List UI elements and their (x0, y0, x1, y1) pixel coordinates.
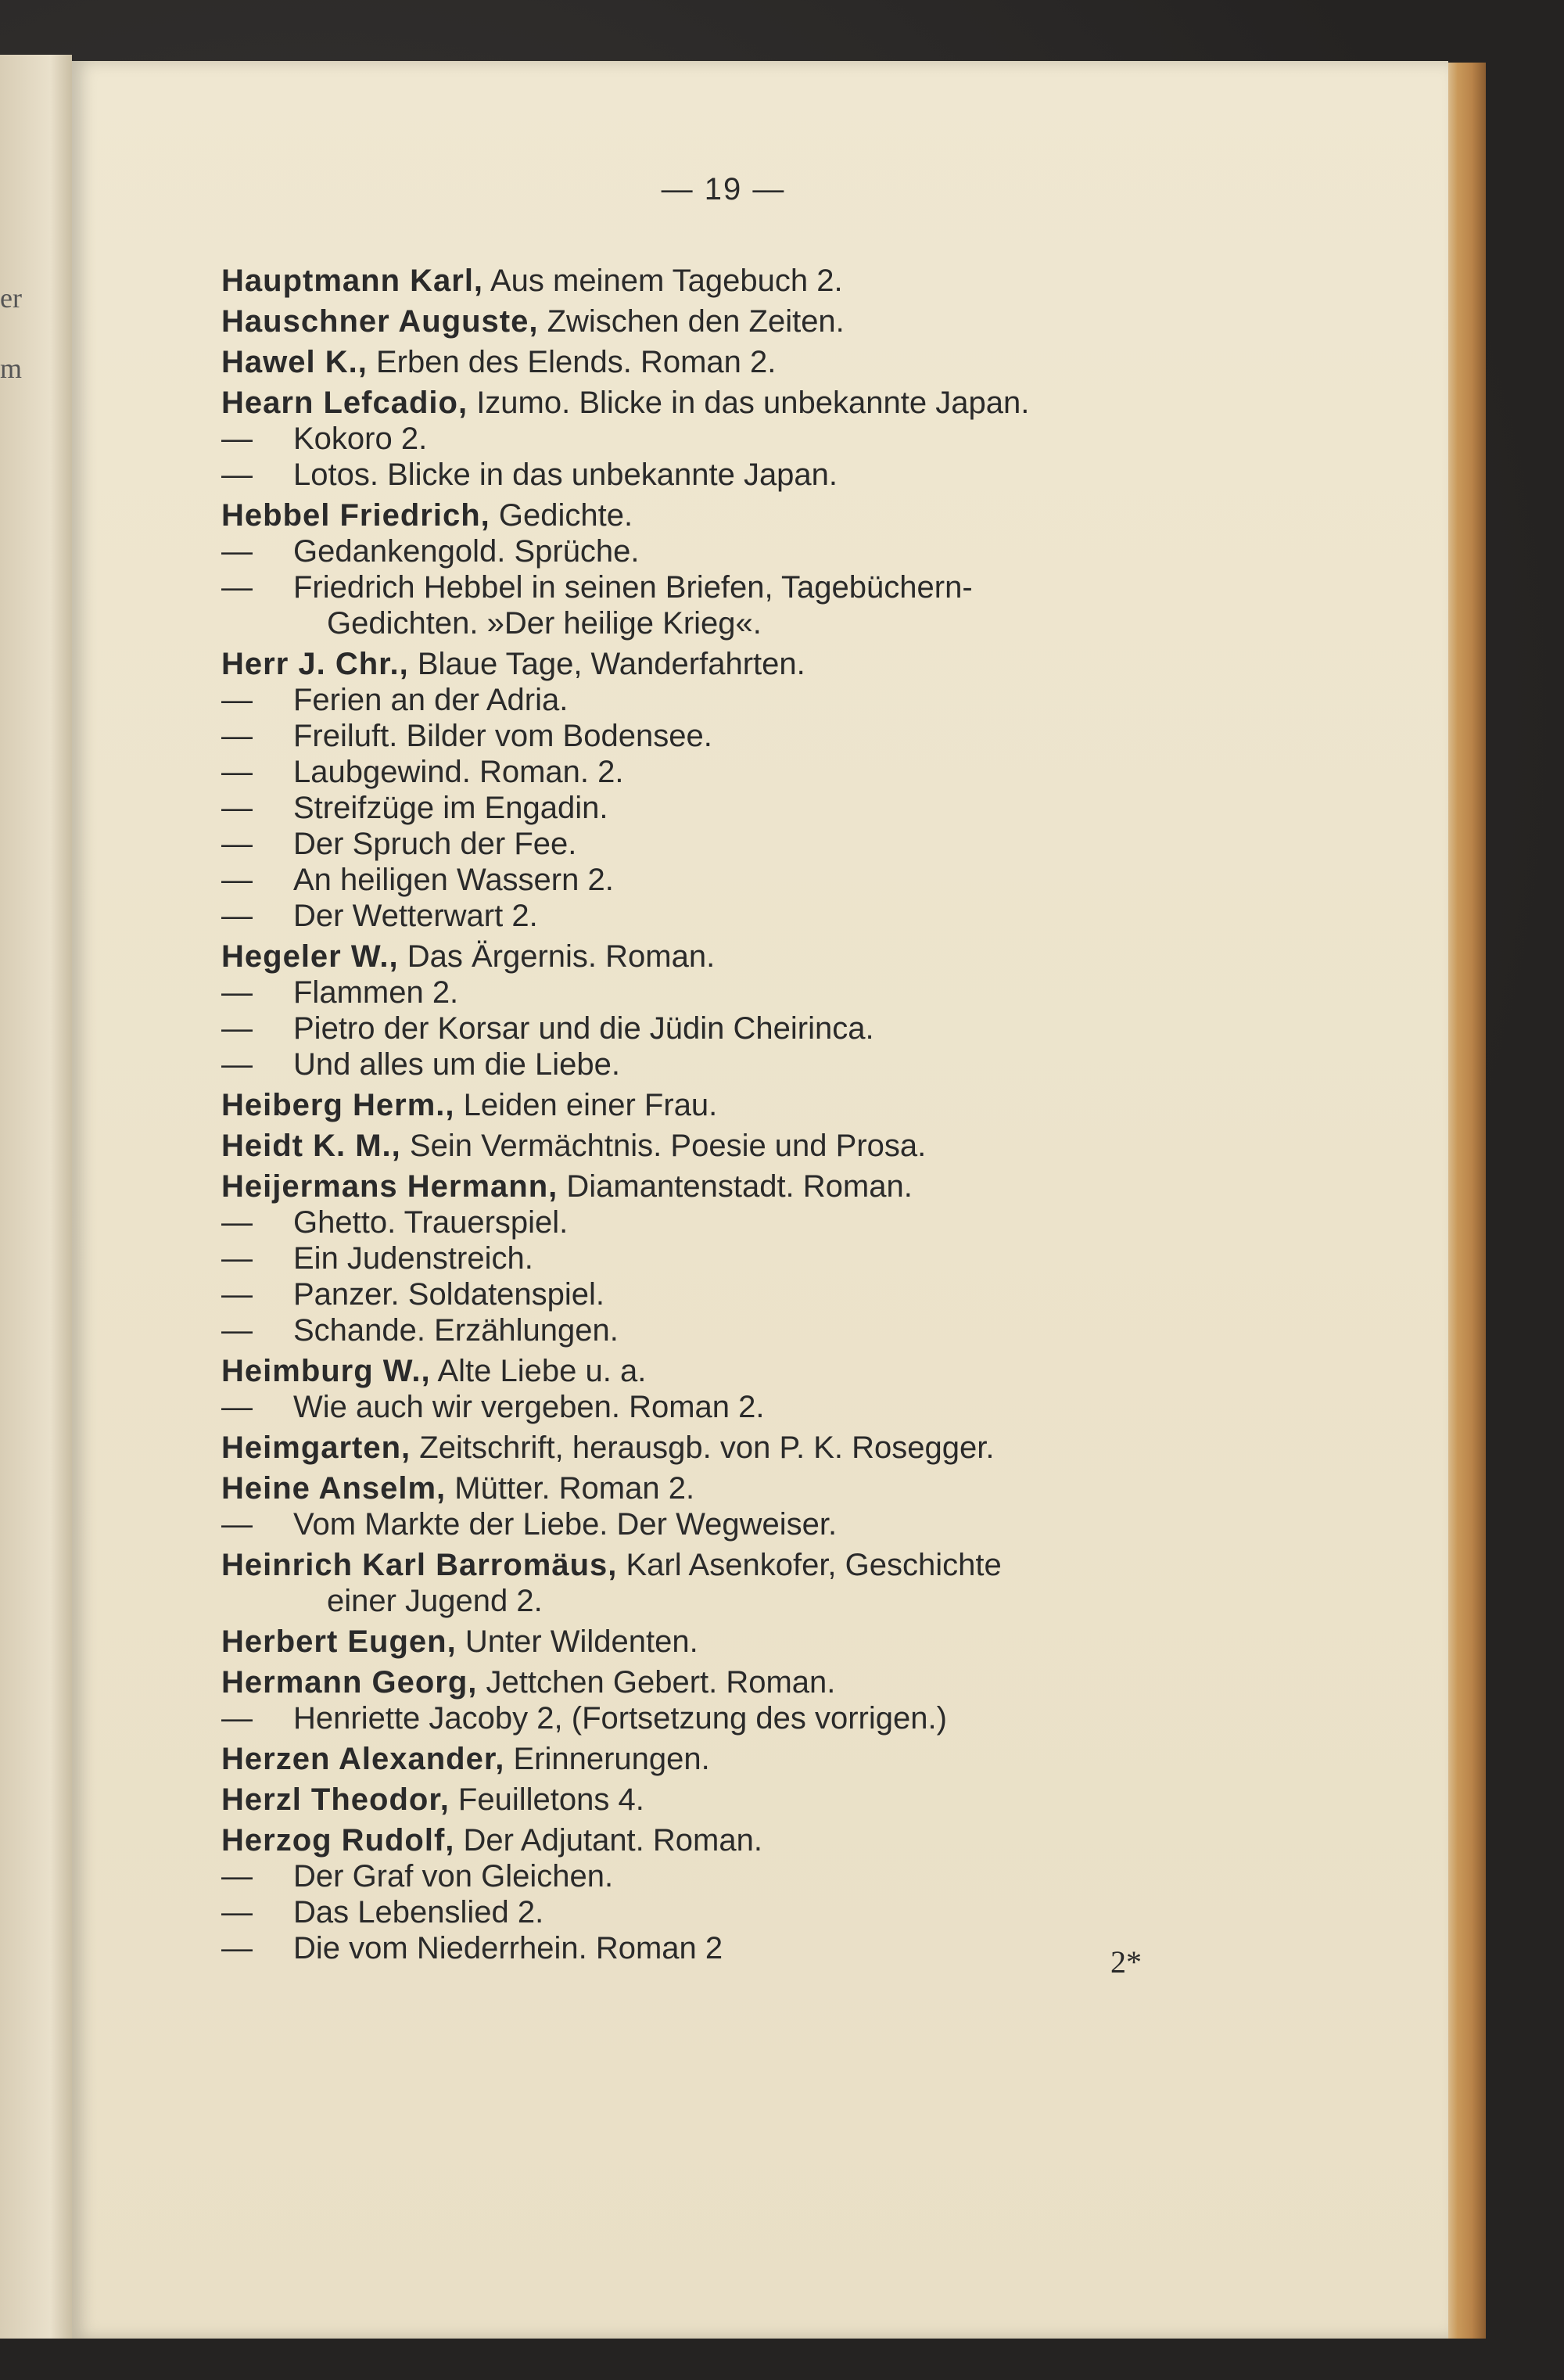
catalog-sub-entry (221, 754, 1300, 790)
work-title: Der Adjutant. Roman. (454, 1823, 762, 1858)
catalog-sub-entry (221, 826, 1300, 862)
work-title: Henriette Jacoby 2, (Fortsetzung des vorrigen.) (293, 1701, 947, 1736)
catalog-sub-entry (221, 1312, 1300, 1348)
author-name: Hearn Lefcadio, (221, 386, 468, 420)
catalog-entry (221, 1168, 1300, 1204)
catalog-entry (221, 1664, 1300, 1700)
work-title: Die vom Niederrhein. Roman 2 (293, 1931, 723, 1965)
work-title: Ghetto. Trauerspiel. (293, 1205, 569, 1240)
work-title: Und alles um die Liebe. (293, 1047, 621, 1082)
catalog-sub-entry (221, 457, 1300, 493)
author-name: Herzen Alexander, (221, 1742, 505, 1776)
catalog-sub-entry (221, 1204, 1300, 1240)
ditto-dash: — (221, 755, 253, 789)
catalog-sub-entry (221, 975, 1300, 1011)
ditto-dash: — (221, 1205, 253, 1240)
author-name: Hegeler W., (221, 939, 399, 974)
catalog-sub-entry (221, 1011, 1300, 1046)
work-title: Erben des Elends. Roman 2. (367, 345, 777, 379)
catalog-entry (221, 303, 1300, 339)
ditto-dash: — (221, 570, 253, 605)
work-title: Izumo. Blicke in das unbekannte Japan. (468, 386, 1030, 420)
catalog-sub-entry (221, 718, 1300, 754)
catalog-entry (221, 1470, 1300, 1506)
author-name: Heiberg Herm., (221, 1088, 455, 1122)
catalog-sub-entry (221, 790, 1300, 826)
author-name: Heine Anselm, (221, 1471, 447, 1506)
ditto-dash: — (221, 1011, 253, 1046)
catalog-sub-entry (221, 1240, 1300, 1276)
author-name: Heijermans Hermann, (221, 1169, 558, 1204)
author-name: Hawel K., (221, 345, 368, 379)
work-title: Gedichte. (490, 498, 633, 533)
catalog-sub-entry (221, 1894, 1300, 1930)
catalog-sub-entry (221, 533, 1300, 569)
ditto-dash: — (221, 458, 253, 492)
work-title: Mütter. Roman 2. (446, 1471, 695, 1506)
ditto-dash: — (221, 422, 253, 456)
facing-page-fragment: m (0, 353, 23, 384)
work-title: Der Spruch der Fee. (293, 827, 577, 861)
author-name: Heimburg W., (221, 1354, 431, 1388)
author-name: Herzl Theodor, (221, 1782, 450, 1817)
ditto-dash: — (221, 1895, 253, 1929)
catalog-entry (221, 1741, 1300, 1777)
work-title: Jettchen Gebert. Roman. (477, 1665, 836, 1700)
work-title: Flammen 2. (293, 975, 459, 1010)
work-title: Feuilletons 4. (449, 1782, 644, 1817)
catalog-entry (221, 1547, 1300, 1583)
work-title: Das Lebenslied 2. (293, 1895, 544, 1929)
work-title: Der Graf von Gleichen. (293, 1859, 614, 1894)
catalog-entry (221, 1430, 1300, 1466)
catalog-entry (221, 1128, 1300, 1164)
ditto-dash: — (221, 534, 253, 569)
catalog-sub-entry (221, 1858, 1300, 1894)
work-title: Unter Wildenten. (456, 1624, 698, 1659)
catalog-entry-list (221, 263, 1300, 1966)
work-title: Erinnerungen. (504, 1742, 710, 1776)
continuation-line: Gedichten. »Der heilige Krieg«. (327, 606, 762, 641)
ditto-dash: — (221, 1313, 253, 1348)
catalog-entry (221, 263, 1300, 299)
work-title: Friedrich Hebbel in seinen Briefen, Tagebüchern- (293, 570, 973, 605)
work-title: Zwischen den Zeiten. (538, 304, 845, 339)
work-title: Vom Markte der Liebe. Der Wegweiser. (293, 1507, 838, 1542)
catalog-sub-entry (221, 682, 1300, 718)
continuation-line: einer Jugend 2. (327, 1584, 543, 1618)
catalog-sub-entry (221, 421, 1300, 457)
ditto-dash: — (221, 827, 253, 861)
ditto-dash: — (221, 791, 253, 825)
catalog-entry (221, 344, 1300, 380)
work-title: Gedankengold. Sprüche. (293, 534, 640, 569)
catalog-entry (221, 1624, 1300, 1660)
catalog-entry (221, 1822, 1300, 1858)
catalog-sub-entry (221, 898, 1300, 934)
work-title: Sein Vermächtnis. Poesie und Prosa. (400, 1129, 927, 1163)
work-title: Ein Judenstreich. (293, 1241, 533, 1276)
author-name: Hauschner Auguste, (221, 304, 539, 339)
work-title: Schande. Erzählungen. (293, 1313, 619, 1348)
author-name: Heidt K. M., (221, 1129, 401, 1163)
facing-page-fragment: er (0, 282, 22, 314)
work-title: Pietro der Korsar und die Jüdin Cheirinca. (293, 1011, 874, 1046)
page-number: — 19 — (661, 172, 786, 206)
work-title: Der Wetterwart 2. (293, 899, 538, 933)
ditto-dash: — (221, 1241, 253, 1276)
ditto-dash: — (221, 1390, 253, 1424)
catalog-entry (221, 939, 1300, 975)
work-title: Freiluft. Bilder vom Bodensee. (293, 719, 712, 753)
work-title: Lotos. Blicke in das unbekannte Japan. (293, 458, 838, 492)
ditto-dash: — (221, 719, 253, 753)
catalog-sub-entry (221, 569, 1300, 605)
work-title: Laubgewind. Roman. 2. (293, 755, 624, 789)
author-name: Hebbel Friedrich, (221, 498, 490, 533)
work-title: Das Ärgernis. Roman. (398, 939, 716, 974)
work-title: Blaue Tage, Wanderfahrten. (408, 647, 805, 681)
ditto-dash: — (221, 899, 253, 933)
author-name: Herbert Eugen, (221, 1624, 457, 1659)
catalog-entry (221, 1087, 1300, 1123)
ditto-dash: — (221, 1701, 253, 1736)
ditto-dash: — (221, 863, 253, 897)
ditto-dash: — (221, 1047, 253, 1082)
catalog-entry (221, 646, 1300, 682)
catalog-sub-entry (221, 1700, 1300, 1736)
work-title: Karl Asenkofer, Geschichte (617, 1548, 1002, 1582)
printer-signature-mark: 2* (1110, 1944, 1142, 1980)
ditto-dash: — (221, 1859, 253, 1894)
catalog-sub-entry (221, 1506, 1300, 1542)
facing-page-edge (0, 55, 72, 2339)
work-title: An heiligen Wassern 2. (293, 863, 614, 897)
work-title: Aus meinem Tagebuch 2. (483, 264, 843, 298)
author-name: Hermann Georg, (221, 1665, 478, 1700)
catalog-entry (221, 1353, 1300, 1389)
work-title: Ferien an der Adria. (293, 683, 569, 717)
ditto-dash: — (221, 1931, 253, 1965)
ditto-dash: — (221, 683, 253, 717)
ditto-dash: — (221, 975, 253, 1010)
work-title: Leiden einer Frau. (454, 1088, 718, 1122)
ditto-dash: — (221, 1277, 253, 1312)
work-title: Streifzüge im Engadin. (293, 791, 608, 825)
work-title: Diamantenstadt. Roman. (558, 1169, 913, 1204)
catalog-sub-entry (221, 1046, 1300, 1082)
author-name: Herzog Rudolf, (221, 1823, 455, 1858)
author-name: Herr J. Chr., (221, 647, 409, 681)
catalog-sub-entry (221, 1389, 1300, 1425)
catalog-sub-entry (221, 1276, 1300, 1312)
catalog-entry (221, 497, 1300, 533)
catalog-entry (221, 1782, 1300, 1818)
catalog-entry (221, 385, 1300, 421)
author-name: Heimgarten, (221, 1431, 411, 1465)
work-title: Wie auch wir vergeben. Roman 2. (293, 1390, 765, 1424)
catalog-sub-entry (221, 862, 1300, 898)
author-name: Heinrich Karl Barromäus, (221, 1548, 618, 1582)
author-name: Hauptmann Karl, (221, 264, 484, 298)
ditto-dash: — (221, 1507, 253, 1542)
work-title: Zeitschrift, herausgb. von P. K. Rosegger. (411, 1431, 995, 1465)
work-title: Kokoro 2. (293, 422, 428, 456)
work-title: Panzer. Soldatenspiel. (293, 1277, 605, 1312)
work-title: Alte Liebe u. a. (430, 1354, 647, 1388)
